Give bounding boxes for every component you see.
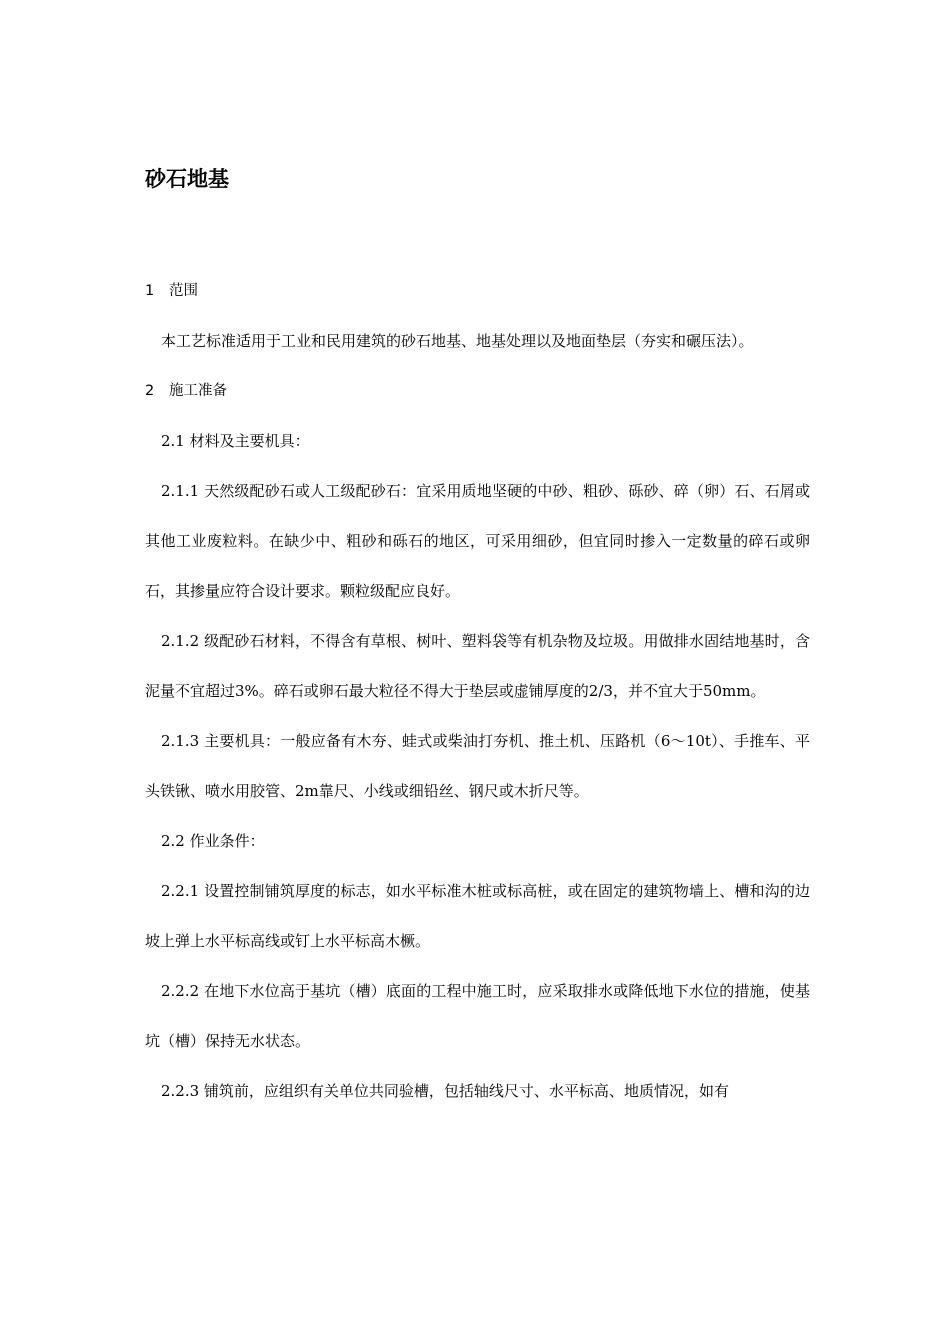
subsection-2-1: 2.1 材料及主要机具： [161,432,310,450]
section-heading-2 [145,366,810,416]
document-title: 砂石地基 [145,167,229,191]
paragraph-scope: 本工艺标准适用于工业和民用建筑的砂石地基、地基处理以及地面垫层（夯实和碾压法）。 [161,332,754,350]
subsection-2-2: 2.2 作业条件： [161,832,265,850]
section-title: 范围 [169,283,198,299]
paragraph-2-1-3: 2.1.3 主要机具：一般应备有木夯、蛙式或柴油打夯机、推土机、压路机（6～10t）、手推车、平头铁锹、喷水用胶管、2m靠尺、小线或细铅丝、钢尺或木折尺等。 [145,732,810,800]
paragraph-2-1-2: 2.1.2 级配砂石材料，不得含有草根、树叶、塑料袋等有机杂物及垃圾。用做排水固结地基时，含泥量不宜超过3%。碎石或卵石最大粒径不得大于垫层或虚铺厚度的2/3，并不宜大于50mm。 [145,632,810,700]
section-heading-1 [145,266,810,316]
section-title: 施工准备 [169,383,227,399]
paragraph-2-2-2: 2.2.2 在地下水位高于基坑（槽）底面的工程中施工时，应采取排水或降低地下水位的措施，使基坑（槽）保持无水状态。 [145,982,810,1050]
section-number: 2 [145,383,155,399]
paragraph-2-2-3: 2.2.3 铺筑前，应组织有关单位共同验槽，包括轴线尺寸、水平标高、地质情况，如有 [161,1082,729,1100]
paragraph-2-1-1: 2.1.1 天然级配砂石或人工级配砂石：宜采用质地坚硬的中砂、粗砂、砾砂、碎（卵）石、石屑或其他工业废粒料。在缺少中、粗砂和砾石的地区，可采用细砂，但宜同时掺入一定数量的碎石或卵石，其掺量应符合设计要求。颗粒级配应良好。 [145,482,810,600]
paragraph-2-2-1: 2.2.1 设置控制铺筑厚度的标志，如水平标准木桩或标高桩，或在固定的建筑物墙上、槽和沟的边坡上弹上水平标高线或钉上水平标高木橛。 [145,882,810,950]
document-body [145,266,810,1116]
section-number: 1 [145,283,155,299]
